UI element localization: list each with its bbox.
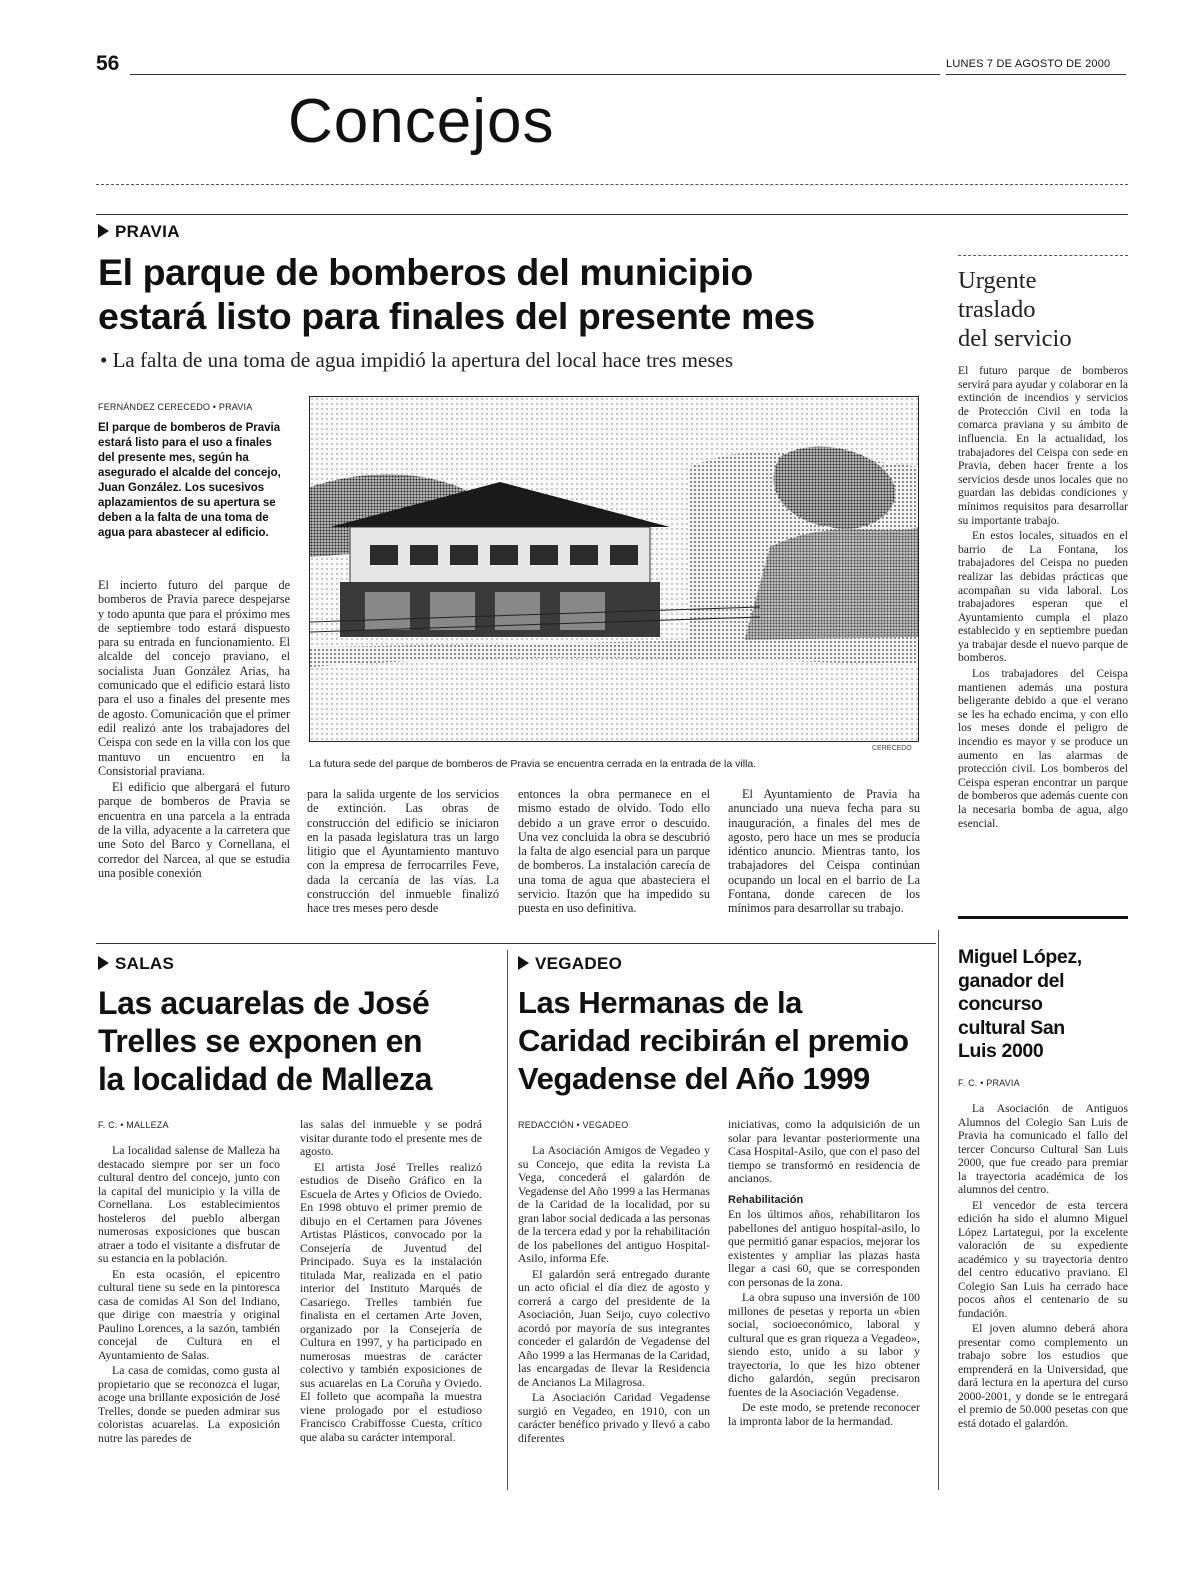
section-label-vegadeo: VEGADEO [518,954,622,974]
vegadeo-subhead: Rehabilitación [728,1193,804,1206]
header-rule-right [946,74,1126,75]
sidebar-title: Urgente traslado del servicio [958,267,1072,352]
miguel-headline: Miguel López, ganador del concurso cultural San Luis 2000 [958,946,1082,1062]
pravia-lead: El parque de bomberos de Pravia estará listo para el uso a finales del presente mes, según ha asegurado el alcalde del concejo, Juan González. Los sucesivos aplazamientos de su apertura se deben a la falta de una toma de agua para abastecer al edificio. [98,422,281,539]
header-rule [130,74,940,75]
page-date: LUNES 7 DE AGOSTO DE 2000 [946,58,1111,70]
salas-col2: las salas del inmueble y se podrá visitar durante todo el presente mes de agosto. El artista José Trelles realizó estudios de Diseño Gráfico en la Escuela de Artes y Oficios de Oviedo. En 1998 obtuvo el primer premio de dibujo en el Certamen para Jóvenes Artistas Plásticos, convocado por la Consejería de Juventud del Principado. Suya es la instalación titulada Mar, realizada en el patio interior del Instituto Marqués de Casariego. Trelles también fue finalista en el certamen Arte Joven, organizado por la Consejería de Cultura en 1997, y ha participado en numerosas muestras de carácter colectivo y también exposiciones de sus acuarelas en La Coruña y Oviedo. El folleto que acompaña la muestra viene prologado por el estudioso Francisco Crabiffosse Cuesta, crítico que alaba su carácter intemporal. [300,1117,482,1444]
triangle-icon [98,224,109,238]
sidebar-text: El futuro parque de bomberos servirá para ayudar y colaborar en la extinción de incendios y servicios de Protección Civil en toda la comarca praviana y su ámbito de influencia. En la actualidad, los trabajadores del Ceispa con sede en Pravia, deben hacer frente a los servicios desde unos locales que no guardan las debidas condiciones y mínimos requisitos para desarrollar su importante trabajo. En estos locales, situados en el barrio de La Fontana, los trabajadores del Ceispa no pueden realizar las debidas prácticas que acompañan su vida laboral. Los trabajadores esperan que el Ayuntamiento cumpla el plazo establecido y en septiembre puedan ya trabajar desde el nuevo parque de bomberos. Los trabajadores del Ceispa mantienen además una postura beligerante debido a que el verano se les ha echado encima, y con ello los meses donde el peligro de incendio es mayor y se produce un aumento en las alarmas de protección civil. Los bomberos del Ceispa esperan encontrar un parque de bomberos que además cuente con la necesaria bomba de agua, algo esencial. [958,364,1128,830]
triangle-icon [98,956,109,970]
salas-byline: F. C. • MALLEZA [98,1120,169,1130]
vegadeo-headline: Las Hermanas de la Caridad recibirán el premio Vegadense del Año 1999 [518,985,909,1096]
fire-station-photo [310,397,919,742]
vegadeo-byline: REDACCIÓN • VEGADEO [518,1120,629,1130]
vegadeo-col2: iniciativas, como la adquisición de un solar para levantar posteriormente una Casa Hospital-Asilo, que con el paso del tiempo se transformó en residencia de ancianos. Rehabilitación En los últimos años, rehabilitaron los pabellones del antiguo hospital-asilo, lo que permitió ganar espacios, mejorar los existentes y ampliar las plazas hasta llegar a casi 60, que se corresponden con personas de la zona. La obra supuso una inversión de 100 millones de pesetas y reporta un «bien social, socioeconómico, laboral y cultural que es gran riqueza a Vegadeo», siendo esto, unido a su labor y trayectoria, lo que les hizo obtener dicho galardón, según precisaron fuentes de la Asociación Vegadense. De este modo, se pretende reconocer la impronta labor de la hermandad. [728,1117,920,1428]
salas-headline: Las acuarelas de José Trelles se exponen en la localidad de Malleza [98,985,433,1097]
section-label-pravia: PRAVIA [98,222,180,242]
pravia-col2: para la salida urgente de los servicios de extinción. Las obras de construcción del edificio se iniciaron en la pasada legislatura tras un largo litigio que el Ayuntamiento mantuvo con la empresa de ferrocarriles Feve, dada la cercanía de las vías. La construcción del inmueble finalizó hace tres meses pero desde [307,787,499,916]
row2-rule [96,943,936,944]
miguel-text: La Asociación de Antiguos Alumnos del Colegio San Luis de Pravia ha comunicado el fallo del tercer Concurso Cultural San Luis 2000, que fue creado para premiar la trayectoria académica de los alumnos del centro. El vencedor de esta tercera edición ha sido el alumno Miguel López Lartategui, por la excelente valoración de su expediente académico y su trayectoria dentro del centro educativo praviano. El Colegio San Luis ha cerrado hace pocos años el centenario de su fundación. El joven alumno deberá ahora presentar como complemento un trabajo sobre los estudios que emprenderá en la Universidad, que dará lectura en la apertura del curso 2000-2001, y donde se le entregará el premio de 50.000 pesetas con que está dotado el galardón. [958,1102,1128,1430]
triangle-icon [518,956,529,970]
photo-credit: CERECEDO [872,745,912,752]
page-number: 56 [96,52,120,75]
column-divider-2 [938,930,939,1490]
section-title: Concejos [288,87,555,156]
pravia-subhead: • La falta de una toma de agua impidió la apertura del local hace tres meses [100,348,733,372]
masthead-rule-top [96,184,1128,185]
pravia-headline: El parque de bomberos del municipio estará listo para finales del presente mes [98,251,815,337]
pravia-col3: entonces la obra permanece en el mismo estado de olvido. Todo ello debido a un grave error o descuido. Una vez concluida la obra se descubrió la falta de algo esencial para un parque de bomberos. La instalación carecía de una toma de agua que abasteciera el servicio. Itazón que ha impedido su puesta en uso definitiva. [518,787,710,916]
pravia-col4: El Ayuntamiento de Pravia ha anunciado una nueva fecha para su inauguración, a finales del mes de agosto, pero hace un mes se producía idéntico anuncio. Mientras tanto, los trabajadores del Ceispa continúan ocupando un local en el barrio de La Fontana, donde carecen de los mínimos para desarrollar su trabajo. [728,787,920,916]
section-label-salas: SALAS [98,954,174,974]
pravia-byline: FERNÁNDEZ CERECEDO • PRAVIA [98,402,253,412]
salas-col1: La localidad salense de Malleza ha destacado siempre por ser un foco cultural dentro del concejo, junto con la capital del municipio y la villa de Cornellana. Los establecimientos hosteleros del pueblo albergan numerosas exposiciones que buscan atraer a todo el visitante a disfrutar de su estancia en la población. En esta ocasión, el epicentro cultural tiene su sede en la pintoresca casa de comidas Al Son del Indiano, que dirige con maestría y original Paulino Lorences, a la sazón, también concejal de Cultura en el Ayuntamiento de Salas. La casa de comidas, como gusta al propietario que se reconozca el lugar, acoge una brillante exposición de José Trelles, donde se pueden admirar sus coloristas acuarelas. La exposición nutre las paredes de [98,1143,280,1445]
pravia-photo [309,396,919,742]
sidebar-top-rule [958,255,1128,256]
sidebar-bottom-bar [958,916,1128,919]
photo-caption: La futura sede del parque de bomberos de Pravia se encuentra cerrada en la entrada de la villa. [309,758,757,770]
vegadeo-col1: La Asociación Amigos de Vegadeo y su Concejo, que edita la revista La Vega, concederá el galardón de Vegadense del Año 1999 a las Hermanas de la Caridad de la localidad, por su gran labor social dedicada a las personas de la tercera edad y por la rehabilitación de los pabellones del antiguo Hospital-Asilo, informa Efe. El galardón será entregado durante un acto oficial el día diez de agosto y correrá a cargo del presidente de la Asociación, Juan Seijo, cuyo colectivo acordó por mayoría de sus integrantes conceder el galardón de Vegadense del Año 1999 a las Hermanas de la Caridad, las encargadas de llevar la Residencia de Ancianos La Milagrosa. La Asociación Caridad Vegadense surgió en Vegadeo, en 1910, con un carácter benéfico privado y llevó a cabo diferentes [518,1143,710,1445]
pravia-col1: El incierto futuro del parque de bomberos de Pravia parece despejarse y todo apunta que para el próximo mes de septiembre todo estará dispuesto para su entrada en funcionamiento. El alcalde del concejo praviano, el socialista Juan González Arias, ha comunicado que el edificio estará listo para el uso a finales del presente mes de agosto. Comunicación que el primer edil realizó ante los trabajadores del Ceispa con sede en la villa con los que mantuvo un encuentro en la Consistorial praviana. El edificio que albergará el futuro parque de bomberos de Pravia se encuentra en una parcela a la entrada de la villa, adyacente a la carretera que une Soto del Barco y Cornellana, el corredor del Narcea, al que se estudia una posible conexión [98,578,290,880]
masthead-rule [96,214,1128,215]
column-divider-1 [507,950,508,1490]
miguel-byline: F. C. • PRAVIA [958,1078,1020,1088]
